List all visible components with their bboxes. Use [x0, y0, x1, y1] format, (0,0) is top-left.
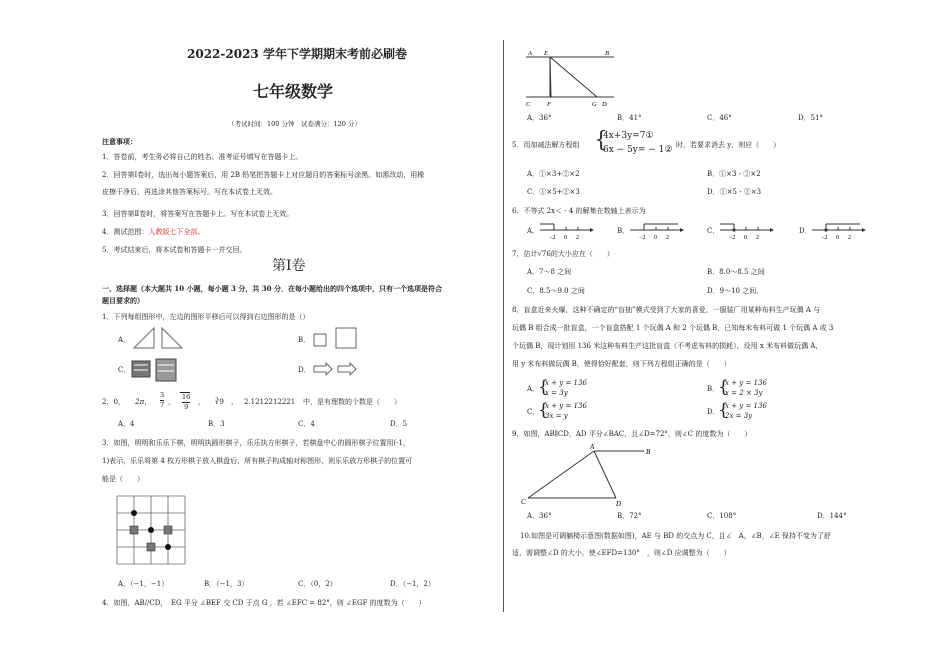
q4-option-b[interactable]: B．41°: [617, 114, 642, 122]
question-3-cont-2: 能是（ ）: [102, 475, 144, 483]
question-10-cont: 适，需调整∠D 的大小，使∠EFD=130° ，则∠D 应调整为（ ）: [512, 549, 731, 557]
q3-option-a[interactable]: A．（−1，−1）: [118, 580, 169, 588]
question-7: 7．估计√76的大小应在（ ）: [512, 250, 614, 258]
q5-brace: {: [594, 128, 608, 153]
question-4: 4．如图，AB//CD， EG 平分 ∠BEF 交 CD 于点 G ，若 ∠EFC = 82°，则 ∠EGF 的度数为（ ）: [102, 599, 426, 607]
notice-3: 3．回答第Ⅱ卷时，将答案写在答题卡上。写在本试卷上无效。: [102, 210, 294, 218]
notice-5: 5．考试结束后，将本试卷和答题卡一并交回。: [102, 246, 247, 254]
q2-cbrt-9: ∛9: [215, 398, 224, 406]
tick-neg2: −2: [639, 235, 646, 241]
q6-option-c[interactable]: C．: [707, 227, 720, 235]
q1-option-a[interactable]: A．: [118, 336, 131, 344]
q1-figure-c: [130, 357, 180, 383]
q2-frac-den: 7: [160, 401, 165, 409]
q6-option-d[interactable]: D．: [799, 227, 812, 235]
question-5: 5．用加减法解方程组: [512, 141, 580, 149]
q5-option-a[interactable]: A．①×3+②×2: [527, 170, 580, 178]
q8-d-eq2: 2x = 3y: [725, 412, 753, 420]
q2-sqrt-den: 9: [184, 403, 189, 411]
question-3-cont-1: 1)表示，乐乐将第 4 枚方形棋子放入棋盘后，所有棋子构成轴对称图形，则乐乐放方形棋子的位置可: [102, 457, 413, 465]
q2-sqrt-16-9: [180, 392, 190, 412]
notice-1: 1．答卷前，考生务必将自己的姓名、准考证号填写在答题卡上。: [102, 153, 303, 161]
q6-number-line-b: [628, 220, 684, 242]
q2-text-0: 2．0，: [102, 398, 125, 406]
exam-title: 2022-2023 学年下学期期末考前必刷卷: [187, 47, 407, 61]
tick-2: 2: [576, 235, 579, 241]
square-piece: [147, 543, 155, 551]
tick-neg2: −2: [729, 235, 736, 241]
q4-label-a: A: [528, 50, 532, 57]
tick-neg2: −2: [549, 235, 556, 241]
q6-number-line-c: [718, 220, 774, 242]
q7-option-d[interactable]: D．9～10 之间．: [707, 287, 764, 295]
q2-frac-3-7: [160, 391, 164, 410]
q4-label-f: F: [547, 101, 551, 108]
exam-info: （考试时间：100 分钟 试卷满分：120 分）: [228, 120, 361, 128]
q8-option-a-label: A．: [527, 385, 540, 393]
q9-label-c: C: [521, 498, 526, 506]
q2-option-b[interactable]: B．3: [208, 420, 225, 428]
q4-option-a[interactable]: A．36°: [527, 114, 552, 122]
q6-number-line-d: [810, 220, 866, 242]
q1-option-c[interactable]: C．: [118, 366, 131, 374]
question-9: 9．如图，AB∥CD，AD 平分∠BAC，且∠D=72°，则∠C 的度数为（ ）: [512, 430, 752, 438]
question-2: [102, 398, 151, 407]
tick-2: 2: [756, 235, 759, 241]
tick-0: 0: [654, 235, 657, 241]
scope-text: 人教版七下全部。: [148, 228, 205, 236]
q8-brace-d: {: [718, 400, 729, 420]
subject-title: 七年级数学: [253, 82, 334, 101]
q1-option-b[interactable]: B．: [298, 336, 311, 344]
q8-option-c-label: C．: [527, 408, 540, 416]
q2-comma-4: ，: [231, 398, 238, 406]
q5-equation-1: 4x+3y=7①: [603, 131, 654, 141]
q4-option-c[interactable]: C．46°: [707, 114, 732, 122]
round-piece: [165, 544, 171, 550]
q2-comma-2: ，: [168, 398, 175, 406]
q9-label-b: B: [646, 448, 651, 456]
q4-label-g: G: [592, 101, 597, 108]
q2-option-a[interactable]: A．4: [118, 420, 135, 428]
q3-option-d[interactable]: D．（−1，2）: [390, 580, 435, 588]
q8-option-b-label: B．: [707, 385, 720, 393]
q4-label-e: E: [544, 50, 548, 57]
q3-option-c[interactable]: C．（0，2）: [298, 580, 337, 588]
q9-option-b[interactable]: B．72°: [617, 512, 642, 520]
tick-2: 2: [848, 235, 851, 241]
q8-c-eq1: x + y = 136: [545, 402, 587, 410]
q9-label-a: A: [590, 443, 595, 451]
q5-option-b[interactable]: B．①×3 - ②×2: [707, 170, 761, 178]
notice-2-cont: 皮擦干净后，再选涂其他答案标号。写在本试卷上无效。: [102, 188, 277, 196]
q4-figure: [522, 48, 622, 110]
tick-2: 2: [666, 235, 669, 241]
q2-option-c[interactable]: C．4: [298, 420, 315, 428]
q8-c-eq2: 3x = y: [545, 412, 568, 420]
q9-option-d[interactable]: D．144°: [817, 512, 847, 520]
question-8-cont-3: 用 y 米布料做玩偶 B，使得恰好配套，则下列方程组正确的是（ ）: [512, 360, 731, 368]
q4-label-c: C: [526, 101, 531, 108]
q8-brace-b: {: [718, 377, 729, 397]
q8-a-eq1: x + y = 136: [545, 379, 587, 387]
q2-sqrt-num: 16: [182, 393, 191, 401]
column-divider: [503, 40, 504, 612]
q1-option-d[interactable]: D．: [298, 366, 311, 374]
tick-0: 0: [564, 235, 567, 241]
q9-figure: [518, 442, 658, 508]
question-8-cont-2: 个玩偶 B，现计划用 136 米这种布料生产这批盲盒（不考虑布料的损耗），设用 x 米布料做玩偶 A，: [512, 342, 823, 350]
q4-label-b: B: [605, 50, 609, 57]
q7-option-c[interactable]: C．8.5～9.0 之间: [527, 287, 585, 295]
notice-heading: 注意事项：: [102, 137, 137, 146]
q6-number-line-a: [538, 220, 594, 242]
q8-a-eq2: x = 3y: [545, 389, 568, 397]
q8-brace-c: {: [538, 400, 549, 420]
notice-2: 2．回答第Ⅰ卷时，选出每小题答案后，用 2B 铅笔把答题卡上对应题目的答案标号涂黑。如需改动，用橡: [102, 171, 425, 179]
round-piece: [131, 510, 137, 516]
q5-option-d[interactable]: D．①×5 - ②×3: [707, 188, 762, 196]
question-5-end: 时，若要求消去 y，则应（ ）: [676, 141, 781, 149]
tick-0: 0: [744, 235, 747, 241]
notice-4-label: 4．测试范围：: [102, 228, 149, 236]
question-8: 8．盲盒近来火爆，这种不确定的“盲抽”模式受到了大家的喜爱，一服装厂用某种布料生产玩偶 A 与: [512, 306, 821, 314]
q6-option-b[interactable]: B．: [617, 227, 630, 235]
q2-option-d[interactable]: D．5: [390, 420, 408, 428]
q3-option-b[interactable]: B．（−1，3）: [204, 580, 249, 588]
q4-label-d: D: [602, 101, 607, 108]
section-title: 第Ⅰ卷: [272, 258, 306, 274]
q3-chessboard: [115, 494, 187, 566]
square-piece: [164, 526, 172, 534]
tick-neg2: −2: [821, 235, 828, 241]
part-heading: 一、选择题（本大题共 10 小题，每小题 3 分，共 30 分．在每小题给出的四个选项中，只有一个选项是符合: [102, 284, 442, 293]
q8-brace-a: {: [538, 377, 549, 397]
tick-0: 0: [836, 235, 839, 241]
q9-option-a[interactable]: A．36°: [527, 512, 552, 520]
q8-option-d-label: D．: [707, 408, 720, 416]
part-heading-cont: 题目要求的）: [102, 296, 144, 305]
q4-option-d[interactable]: D．51°: [798, 114, 824, 122]
q2-question-end: 中，是有理数的个数是（ ）: [303, 398, 401, 406]
q5-equation-2: 6x − 5y= − 1②: [603, 145, 673, 155]
question-10: 10.如图是可调躺椅示意图(数据如图)，AE 与 BD 的交点为 C，且∠ A，∠B，∠E 保持不变为了舒: [520, 532, 831, 540]
q2-decimal: 2.1212212221: [244, 398, 296, 406]
q7-option-a[interactable]: A．7～8 之间: [527, 268, 572, 276]
question-3: 3．如图，明明和乐乐下棋，明明执圆形棋子，乐乐执方形棋子，若棋盘中心的圆形棋子位置用(-1，: [102, 439, 411, 447]
q2-frac-num: 3: [160, 391, 165, 399]
q1-figure-b: [312, 326, 362, 350]
q8-b-eq1: x + y = 136: [725, 379, 767, 387]
q8-d-eq1: x + y = 136: [725, 402, 767, 410]
round-piece: [148, 527, 154, 533]
question-8-cont-1: 玩偶 B 组合成一批盲盒，一个盲盒搭配 1 个玩偶 A 和 2 个玩偶 B，已知每米布料可做 1 个玩偶 A 或 3: [512, 324, 834, 332]
question-1: 1．下列每组图形中，左边的图形平移后可以得到右边图形的是（）: [102, 313, 310, 321]
q2-comma-1: ，: [144, 398, 152, 406]
q9-label-d: D: [616, 500, 622, 508]
q8-b-eq2: x = 2 × 3y: [725, 389, 763, 397]
q9-option-c[interactable]: C．108°: [707, 512, 737, 520]
q6-option-a[interactable]: A．: [527, 227, 540, 235]
question-6: 6．不等式 2x＜ - 4 的解集在数轴上表示为: [512, 207, 646, 215]
notice-4: [102, 228, 204, 237]
q1-figure-a: [132, 326, 186, 350]
q7-option-b[interactable]: B．8.0～8.5 之间: [707, 268, 765, 276]
square-piece: [130, 526, 138, 534]
q5-option-c[interactable]: C．①×5+②×3: [527, 188, 580, 196]
q2-comma-3: ，: [198, 398, 205, 406]
q1-figure-d: [312, 361, 362, 377]
q2-2pi: 2π: [135, 398, 145, 406]
